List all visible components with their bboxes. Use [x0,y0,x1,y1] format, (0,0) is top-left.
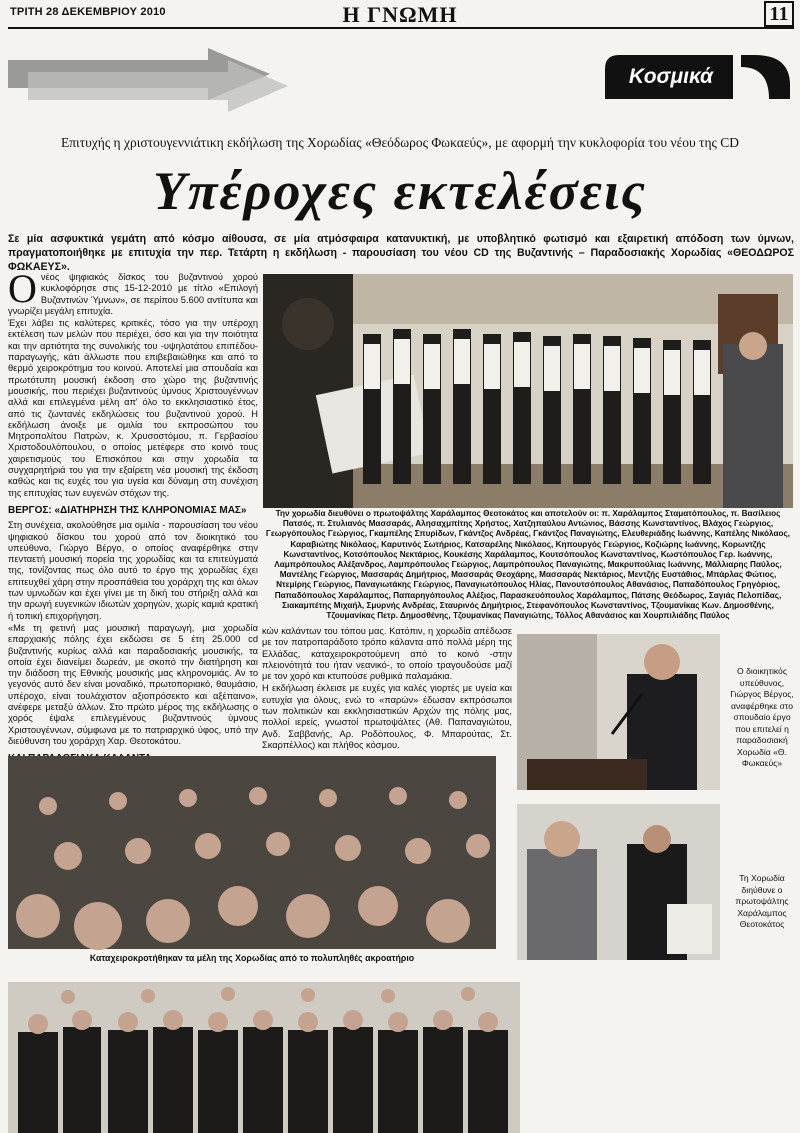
choir-photo [263,274,793,508]
header-rule [8,27,794,29]
conductor-caption: Τη Χορωδία διηύθυνε ο πρωτοψάλτης Χαράλαμπος Θεοτοκάτος [735,873,789,929]
conductor-photo [517,804,720,960]
page-number: 11 [764,1,794,27]
article-subtitle: Επιτυχής η χριστουγεννιάτικη εκδήλωση της Χορωδίας «Θεόδωρος Φωκαεύς», με αφορμή την κυκλοφορία του νέου της CD [60,135,740,150]
article-column-1 [8,266,258,746]
paragraph-1: νέος ψηφιακός δίσκος του βυζαντινού χορού κυκλοφόρησε στις 15-12-2010 με τίτλο «Επιλογή Βυζαντινών Ύμνων», σε περίπου 5.600 αντίτυπα και γνωρίζει μεγάλη επιτυχία. [8,272,258,316]
audience-photo [8,756,496,949]
subheading-vergos: ΒΕΡΓΟΣ: «ΔΙΑΤΗΡΗΣΗ ΤΗΣ ΚΛΗΡΟΝΟΜΙΑΣ ΜΑΣ» [8,504,247,516]
paragraph-4: «Με τη φετινή μας μουσική παραγωγή, μια χορωδία επαρχιακής πόλης έχει εκδώσει σε 5 έτη 25.000 cd βυζαντινής κυρίως αλλά και παραδοσιακής μουσικής, τα οποία έχει διανείμει δωρεάν, με σκοπό την διατήρηση και την διάδοση της Εθνικής μουσικής μας κληρονομιάς. Αν το γεγονός αυτό δεν είναι μοναδικό, πρωτοποριακό, θαυμάσιο, υπέροχο, είναι τουλάχιστον αξιοπρόσεκτο και αξέπαινο», ανέφερε μεταξύ άλλων. Στο πρώτο μέρος της εκδήλωσης ο χορός έψαλε επιλεγμένους βυζαντινούς ύμνους Χριστουγέννων, σύμφωνα με το πατριαρχικό ύφος, υπό την διεύθυνση του χοράρχη Χαρ. Θεοτοκάτου. [8,622,258,746]
arrow-decoration-icon [8,46,298,116]
header-date: ΤΡΙΤΗ 28 ΔΕΚΕΜΒΡΙΟΥ 2010 [10,6,166,18]
paragraph-3: Στη συνέχεια, ακολούθησε μια ομιλία - παρουσίαση του νέου ψηφιακού δίσκου του χορού από τον διοικητικό του υπεύθυνο, Γιώργο Βέργο, ο οποίος αναφέρθηκε στην πενταετή μουσική πορεία της χορωδίας και τα επιτεύγματά της, τονίζοντας πως όλο αυτό το έργο της χορωδίας έχει επιτευχθεί χάρη στην προσπάθεια του χοράρχη της και όλων των υμνωδών και έχει γίνει με τη δική του στήριξη αλλά και την αρωγή ευγενικών ιδιωτών χορηγών, χωρίς καμιά κρατική ή τοπική επιχορήγηση. [8,520,258,621]
speaker-caption: Ο διοικητικός υπεύθυνος, Γιώργος Βέργος, αναφέρθηκε στο σπουδαίο έργο που επιτελεί η παραδοσιακή Χορωδία «Θ. Φωκαεύς» [730,666,794,768]
paragraph-2: Έχει λάβει τις καλύτερες κριτικές, τόσο για την υπέροχη εκτέλεση των μελών που περιέχει, όσο και για την ποιότητα και την αρτιότητα της συνολικής του -υψηλοτάτου επιπέδου- παραγωγής, κάτι άλλωστε που επιβεβαιώθηκε και από το θερμό χειροκρότημα του κοινού. Αποτελεί μια σπουδαία και πρωτότυπη μουσική έκδοση στο χώρο της βυζαντινής μουσικής, που περιέχει βυζαντινούς ύμνους Χριστουγέννων αλλά και επιλεγμένα μέλη απ' όλο το εκκλησιαστικό έτος, από τις ζωντανές εκδηλώσεις του βυζαντινού χορού. Η εκδήλωση άνοιξε με ομιλία του εκπροσώπου του Μητροπολίτου Πατρών, κ. Χρυσοστόμου, π. Γερβασίου Χριστοδουλόπουλου, ο οποίος μετέφερε στο κοινό τους χαιρετισμούς του Επισκόπου και στην χορωδία τα συγχαρητήριά του για την εξαίρετη νέα μουσική της έκδοση καθώς και τις ευχές του για υγεία και δύναμη στη συνέχιση της επιτυχίας των ευγενών στόχων της. [8,318,258,498]
group-photo [8,982,520,1133]
article-lead: Σε μία ασφυκτικά γεμάτη από κόσμο αίθουσα, σε μία ατμόσφαιρα κατανυκτική, με υποβλητικό φωτισμό και εξαιρετική απόδοση των ύμνων, πραγματοποιήθηκε με επιτυχία την περ. Τετάρτη η εκδήλωση - παρουσίαση του νέου CD της Βυζαντινής – Παραδοσιακής Χορωδίας «ΘΕΟΔΩΡΟΣ ΦΩΚΑΕΥΣ». [8,233,794,273]
article-headline: Υπέροχες εκτελέσεις [153,161,647,221]
article-column-2 [262,626,512,776]
paragraph-7: Η εκδήλωση έκλεισε με ευχές για καλές γιορτές με υγεία και ευτυχία για όλους, ενώ το «παρών» έδωσαν εκπρόσωποι των πολιτικών και εκκλησιαστικών Αρχών της πόλης μας, πολλοί ιερείς, γνωστοί πρωτοψάλτες (Αθ. Παπαναγιώτου, Ανδ. Σαββανής, Αρ. Ροδόπουλος, Φ. Μπαρούτας, Στ. Σκαρπέλλος) και πλήθος κόσμου. [262,683,512,750]
newspaper-title: Η ΓΝΩΜΗ [342,2,458,27]
drop-cap: Ο [8,266,37,311]
section-label: Κοσμικά [628,65,714,88]
paragraph-6: κών καλάντων του τόπου μας. Κατόπιν, η χορωδία απέδωσε με τον πατροπαράδοτο τρόπο κάλαντα από πολλά μέρη της Ελλάδας, καταχειροκροτούμενη από το κοινό -στην πλειονότητά του ήταν νεανικό-, το οποίο τραγουδούσε μαζί με τον χορό και κτυπούσε ρυθμικά παλαμάκια. [262,626,512,682]
speaker-photo [517,634,720,790]
audience-caption: Καταχειροκροτήθηκαν τα μέλη της Χορωδίας από το πολυπληθές ακροατήριο [89,953,415,963]
choir-caption: Την χορωδία διευθύνει ο πρωτοψάλτης Χαράλαμπος Θεοτοκάτος και αποτελούν οι: π. Χαράλαμπος Σταματόπουλος, π. Βασίλειος Πατσός, π. Στυλιανός Μασσαράς, Αλησαχμπίτης Χρήστος, Χατζηπαύλου Αντώνιος, Βάσσης Κωνσταντίνος, Βλάχος Γεώργιος, Γεωργόπουλος Γεώργιος, Γκαμπέλης Σπυρίδων, Γκάντζος Ανδρέας, Γκάντζος Παναγιώτης, Ελευθεριάδης Ιωάννης, Καπέλης Νικόλαος, Καραβιώτης Νικόλαος, Καρυτινός Σωτήριος, Κατσαρέλης Νικόλαος, Κηπουργός Γεώργιος, Κοζιώρης Ιωάννης, Κορωντζής Κωνσταντίνος, Κοτσόπουλος Νεκτάριος, Κουκέσης Χαράλαμπος, Κουτσόπουλος Κωνσταντίνος, Κωστόπουλος Γερ. Ιωάννης, Λαμπρόπουλος Αλέξανδρος, Λαμπρόπουλος Γεώργιος, Λαμπρόπουλος Παναγιώτης, Μακρυπούλιας Ιωάννης, Μάλλιαρης Παύλος, Μαντέλης Γεώργιος, Μασσαράς Δημήτριος, Μασσαράς Θεοχάρης, Μασσαράς Νεκτάριος, Μεντζής Ευστάθιος, Μπάρλας Φώτιος, Ντεμίρης Γεώργιος, Παναγιωτάκης Γεώργιος, Παναγιωτόπουλος Ηλίας, Πανουτσόπουλος Αθανάσιος, Παπαδόπουλος Γρηγόριος, Παπαδόπουλος Χαράλαμπος, Παπαρηγόπουλος Αλέξιος, Παρασκευόπουλος Χαράλαμπος, Πάτσης Θεόδωρος, Σαγιάς Πελοπίδας, Σιακαμπέτης Μιχαήλ, Σμυρνής Ανδρέας, Σταυρινός Δημήτριος, Στεφανόπουλος Κωνσταντίνος, Τζουμανίκας Κων. Δημοσθένης, Τζουμανίκας Πετρ. Δημοσθένης, Τζουμανίκας Παναγιώτης, Τόλλος Αθανάσιος και Χουρπιλιάδης Παύλος [265,509,791,621]
